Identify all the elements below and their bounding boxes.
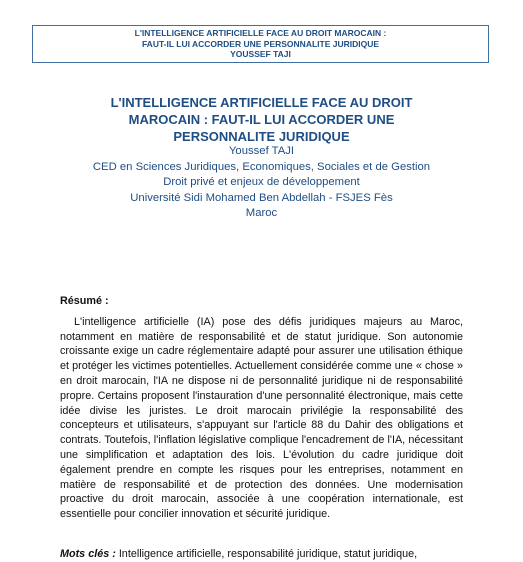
running-header-box	[32, 25, 489, 63]
running-header-line-2: FAUT-IL LUI ACCORDER UNE PERSONNALITE JURIDIQUE	[141, 38, 380, 49]
keywords-text: Intelligence artificielle, responsabilité juridique, statut juridique,	[118, 548, 418, 560]
paper-title-line-3: PERSONNALITE JURIDIQUE	[173, 129, 350, 144]
abstract-body: L'intelligence artificielle (IA) pose des défis juridiques majeurs au Maroc, notamment en matière de responsabilité et de statut juridique. Son autonomie croissante exige un cadre réglementaire adapté pour assurer une utilisation éthique et protéger les victimes potentielles. Actuellement considérée comme une « chose » en droit marocain, l'IA ne dispose ni de personnalité juridique ni de responsabilité propre. Certains proposent l'instauration d'une personnalité électronique, mais cette idée divise les juristes. Le droit marocain privilégie la responsabilité des concepteurs et utilisateurs, s'appuyant sur l'article 88 du Dahir des obligations et contrats. Toutefois, l'inflation législative complique l'encadrement de l'IA, nécessitant une simplification et adaptation des lois. L'évolution du cadre juridique doit également prendre en compte les risques pour les entreprises, notamment en matière de responsabilité et de protection des données. Une modernisation proactive du droit marocain, associée à une coopération internationale, est essentielle pour concilier innovation et sécurité juridique.	[60, 315, 463, 521]
abstract-section	[60, 294, 463, 522]
running-header-author: YOUSSEF TAJI	[230, 49, 291, 60]
keywords-line	[60, 547, 463, 562]
paper-title	[0, 94, 523, 145]
author-affiliation-2: Droit privé et enjeux de développement	[163, 176, 360, 188]
author-university: Université Sidi Mohamed Ben Abdellah - FSJES Fès	[130, 191, 393, 204]
author-block	[0, 144, 523, 222]
keywords-label: Mots clés :	[60, 548, 116, 560]
author-country: Maroc	[245, 207, 278, 219]
paper-title-line-2: MAROCAIN : FAUT-IL LUI ACCORDER UNE	[128, 112, 395, 127]
abstract-heading: Résumé :	[60, 295, 109, 307]
running-header-line-1: L'INTELLIGENCE ARTIFICIELLE FACE AU DROIT MAROCAIN :	[134, 28, 387, 38]
paper-title-line-1: L'INTELLIGENCE ARTIFICIELLE FACE AU DROIT	[110, 95, 413, 110]
author-name: Youssef TAJI	[228, 145, 295, 157]
author-affiliation-1: CED en Sciences Juridiques, Economiques, Sociales et de Gestion	[92, 160, 431, 173]
